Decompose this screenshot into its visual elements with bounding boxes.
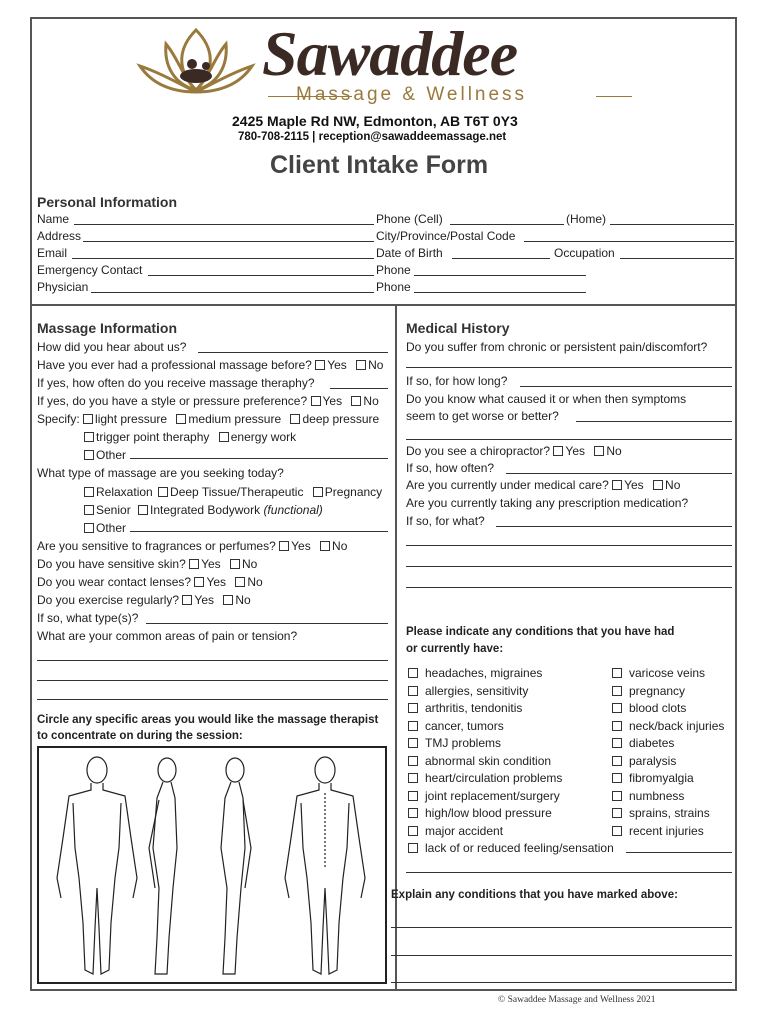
tag-rule-right xyxy=(596,96,632,97)
other-label: Other xyxy=(96,448,127,462)
pain-areas-line-2[interactable] xyxy=(37,680,388,681)
symptom-cause-field-2[interactable] xyxy=(406,439,732,440)
condition-checkbox[interactable] xyxy=(612,756,622,766)
condition-arthritis xyxy=(408,701,522,715)
condition-checkbox[interactable] xyxy=(612,721,622,731)
fragrance-question xyxy=(37,539,347,553)
pressure-other-field[interactable] xyxy=(130,458,388,459)
chiropractor-question xyxy=(406,444,622,458)
condition-checkbox[interactable] xyxy=(612,826,622,836)
condition-label: fibromyalgia xyxy=(629,771,694,785)
cell-phone-field[interactable] xyxy=(450,224,564,225)
lenses-yes-checkbox[interactable] xyxy=(194,577,204,587)
no-label: No xyxy=(235,593,251,607)
condition-checkbox[interactable] xyxy=(408,826,418,836)
fragrance-yes-checkbox[interactable] xyxy=(279,541,289,551)
prior-massage-label: Have you ever had a professional massage before? xyxy=(37,358,312,372)
condition-recent-injuries xyxy=(612,824,704,838)
condition-label: major accident xyxy=(425,824,504,838)
deep-pressure-checkbox[interactable] xyxy=(290,414,300,424)
prescription-for-field[interactable] xyxy=(496,526,732,527)
sensation-field[interactable] xyxy=(626,852,732,853)
city-label: City/Province/Postal Code xyxy=(376,229,516,243)
condition-label: varicose veins xyxy=(629,666,706,680)
pain-duration-label: If so, for how long? xyxy=(406,374,508,388)
body-chart[interactable] xyxy=(37,746,387,984)
lenses-no-checkbox[interactable] xyxy=(235,577,245,587)
address: 2425 Maple Rd NW, Edmonton, AB T6T 0Y3 xyxy=(232,113,518,129)
trigger-point-checkbox[interactable] xyxy=(84,432,94,442)
yes-label: Yes xyxy=(624,478,644,492)
condition-checkbox[interactable] xyxy=(408,773,418,783)
yes-label: Yes xyxy=(327,358,347,372)
condition-checkbox[interactable] xyxy=(408,721,418,731)
pregnancy-massage-checkbox[interactable] xyxy=(313,487,323,497)
condition-checkbox[interactable] xyxy=(408,791,418,801)
dob-label: Date of Birth xyxy=(376,246,443,260)
condition-checkbox[interactable] xyxy=(408,668,418,678)
condition-label: numbness xyxy=(629,789,685,803)
condition-pregnancy xyxy=(612,684,685,698)
condition-neck-back xyxy=(612,719,724,733)
chronic-pain-label: Do you suffer from chronic or persistent pain/discomfort? xyxy=(406,340,708,354)
name-field[interactable] xyxy=(74,224,374,225)
prescription-label: Are you currently taking any prescription medication? xyxy=(406,496,689,510)
senior-checkbox[interactable] xyxy=(84,505,94,515)
type-other-checkbox[interactable] xyxy=(84,523,94,533)
light-pressure-checkbox[interactable] xyxy=(83,414,93,424)
pressure-other-row xyxy=(84,448,126,462)
condition-tmj xyxy=(408,736,501,750)
condition-allergies xyxy=(408,684,528,698)
type-row-2 xyxy=(84,503,323,517)
specify-label: Specify: xyxy=(37,412,80,426)
integrated-bodywork-checkbox[interactable] xyxy=(138,505,148,515)
condition-accident xyxy=(408,824,503,838)
lotus-logo-icon xyxy=(136,26,256,112)
functional-note: (functional) xyxy=(263,503,323,517)
emergency-contact-field[interactable] xyxy=(148,275,374,276)
pain-areas-line-3[interactable] xyxy=(37,699,388,700)
physician-phone-label: Phone xyxy=(376,280,411,294)
contact-info: 780-708-2115 | reception@sawaddeemassage.net xyxy=(238,131,507,143)
condition-blood-pressure xyxy=(408,806,552,820)
condition-label: heart/circulation problems xyxy=(425,771,563,785)
condition-checkbox[interactable] xyxy=(612,703,622,713)
condition-sensation xyxy=(408,841,614,855)
emergency-phone-label: Phone xyxy=(376,263,411,277)
skin-yes-checkbox[interactable] xyxy=(189,559,199,569)
other-label: Other xyxy=(96,521,127,535)
exercise-yes-checkbox[interactable] xyxy=(182,595,192,605)
no-label: No xyxy=(368,358,384,372)
lenses-question xyxy=(37,575,263,589)
lenses-label: Do you wear contact lenses? xyxy=(37,575,192,589)
body-diagram-icon xyxy=(39,748,385,982)
condition-blood-clots xyxy=(612,701,686,715)
explain-line-3[interactable] xyxy=(391,982,732,983)
occupation-label: Occupation xyxy=(554,246,615,260)
physician-label: Physician xyxy=(37,280,89,294)
home-phone-field[interactable] xyxy=(610,224,734,225)
light-pressure-label: light pressure xyxy=(95,412,168,426)
circle-instruction-2: to concentrate on during the session: xyxy=(37,730,243,742)
physician-phone-field[interactable] xyxy=(414,292,586,293)
exercise-label: Do you exercise regularly? xyxy=(37,593,180,607)
condition-checkbox[interactable] xyxy=(612,738,622,748)
frequency-label: If yes, how often do you receive massage theraphy? xyxy=(37,376,315,390)
home-phone-label: (Home) xyxy=(566,212,607,226)
relaxation-label: Relaxation xyxy=(96,485,153,499)
condition-paralysis xyxy=(612,754,676,768)
condition-label: neck/back injuries xyxy=(629,719,725,733)
condition-label: diabetes xyxy=(629,736,675,750)
chiropractor-no-checkbox[interactable] xyxy=(594,446,604,456)
condition-checkbox[interactable] xyxy=(408,756,418,766)
trigger-point-label: trigger point theraphy xyxy=(96,430,210,444)
energy-work-checkbox[interactable] xyxy=(219,432,229,442)
emergency-contact-label: Emergency Contact xyxy=(37,263,143,277)
medical-care-label: Are you currently under medical care? xyxy=(406,478,609,492)
condition-checkbox[interactable] xyxy=(612,791,622,801)
pressure-preference-label: If yes, do you have a style or pressure preference? xyxy=(37,394,308,408)
emergency-phone-field[interactable] xyxy=(414,275,586,276)
pregnancy-massage-label: Pregnancy xyxy=(324,485,383,499)
column-divider xyxy=(395,304,397,991)
circle-instruction-1: Circle any specific areas you would like the massage therapist xyxy=(37,714,379,726)
symptom-cause-field-1[interactable] xyxy=(576,421,732,422)
medium-pressure-label: medium pressure xyxy=(188,412,282,426)
medical-heading: Medical History xyxy=(406,320,510,336)
conditions-heading-2: or currently have: xyxy=(406,643,504,655)
pressure-other-checkbox[interactable] xyxy=(84,450,94,460)
prescription-for-label: If so, for what? xyxy=(406,514,485,528)
chronic-pain-field[interactable] xyxy=(406,367,732,368)
no-label: No xyxy=(332,539,348,553)
yes-label: Yes xyxy=(565,444,585,458)
symptom-cause-label-1: Do you know what caused it or when then symptoms xyxy=(406,392,687,406)
condition-checkbox[interactable] xyxy=(408,808,418,818)
deep-tissue-label: Deep Tissue/Therapeutic xyxy=(170,485,304,499)
condition-diabetes xyxy=(612,736,674,750)
address-label: Address xyxy=(37,229,82,243)
brand-tagline: Massage & Wellness xyxy=(296,84,528,105)
condition-label: arthritis, tendonitis xyxy=(425,701,523,715)
relaxation-checkbox[interactable] xyxy=(84,487,94,497)
medium-pressure-checkbox[interactable] xyxy=(176,414,186,424)
massage-type-label: What type of massage are you seeking today? xyxy=(37,466,284,480)
condition-label: recent injuries xyxy=(629,824,704,838)
no-label: No xyxy=(665,478,681,492)
fragrance-no-checkbox[interactable] xyxy=(320,541,330,551)
condition-checkbox[interactable] xyxy=(612,808,622,818)
form-title: Client Intake Form xyxy=(270,151,489,179)
condition-label: allergies, sensitivity xyxy=(425,684,529,698)
no-label: No xyxy=(363,394,379,408)
no-label: No xyxy=(606,444,622,458)
exercise-no-checkbox[interactable] xyxy=(223,595,233,605)
condition-checkbox[interactable] xyxy=(408,843,418,853)
fragrance-label: Are you sensitive to fragrances or perfumes? xyxy=(37,539,276,553)
occupation-field[interactable] xyxy=(620,258,734,259)
medical-care-no-checkbox[interactable] xyxy=(653,480,663,490)
condition-label: pregnancy xyxy=(629,684,686,698)
explain-line-1[interactable] xyxy=(391,927,732,928)
no-label: No xyxy=(247,575,263,589)
condition-cancer xyxy=(408,719,504,733)
condition-checkbox[interactable] xyxy=(408,738,418,748)
prescription-line-2[interactable] xyxy=(406,545,732,546)
type-other-row xyxy=(84,521,126,535)
yes-label: Yes xyxy=(201,557,221,571)
condition-label: sprains, strains xyxy=(629,806,710,820)
condition-label: headaches, migraines xyxy=(425,666,543,680)
massage-heading: Massage Information xyxy=(37,320,178,336)
yes-label: Yes xyxy=(194,593,214,607)
medical-care-yes-checkbox[interactable] xyxy=(612,480,622,490)
deep-tissue-checkbox[interactable] xyxy=(158,487,168,497)
skin-label: Do you have sensitive skin? xyxy=(37,557,186,571)
condition-fibromyalgia xyxy=(612,771,694,785)
personal-heading: Personal Information xyxy=(37,194,178,210)
symptom-cause-label-2: seem to get worse or better? xyxy=(406,409,559,423)
prescription-line-3[interactable] xyxy=(406,566,732,567)
condition-label: joint replacement/surgery xyxy=(425,789,560,803)
no-label: No xyxy=(242,557,258,571)
email-field[interactable] xyxy=(72,258,374,259)
condition-label: cancer, tumors xyxy=(425,719,504,733)
condition-checkbox[interactable] xyxy=(408,703,418,713)
frequency-field[interactable] xyxy=(330,388,388,389)
exercise-type-label: If so, what type(s)? xyxy=(37,611,139,625)
pain-duration-field[interactable] xyxy=(520,386,732,387)
condition-checkbox[interactable] xyxy=(612,686,622,696)
deep-pressure-label: deep pressure xyxy=(302,412,380,426)
explain-line-2[interactable] xyxy=(391,955,732,956)
chiro-frequency-label: If so, how often? xyxy=(406,461,495,475)
email-label: Email xyxy=(37,246,68,260)
physician-field[interactable] xyxy=(91,292,374,293)
condition-label: abnormal skin condition xyxy=(425,754,552,768)
skin-no-checkbox[interactable] xyxy=(230,559,240,569)
condition-label: lack of or reduced feeling/sensation xyxy=(425,841,614,855)
explain-heading: Explain any conditions that you have marked above: xyxy=(391,889,678,901)
exercise-question xyxy=(37,593,251,607)
copyright: © Sawaddee Massage and Wellness 2021 xyxy=(498,995,656,1005)
cell-phone-label: Phone (Cell) xyxy=(376,212,443,226)
chiropractor-yes-checkbox[interactable] xyxy=(553,446,563,456)
chiropractor-label: Do you see a chiropractor? xyxy=(406,444,551,458)
type-row-1 xyxy=(84,485,382,499)
brand-name: Sawaddee xyxy=(262,18,518,89)
conditions-heading-1: Please indicate any conditions that you have had xyxy=(406,626,675,638)
hear-about-label: How did you hear about us? xyxy=(37,340,187,354)
type-other-field[interactable] xyxy=(130,531,388,532)
condition-checkbox[interactable] xyxy=(612,773,622,783)
prior-massage-no-checkbox[interactable] xyxy=(356,360,366,370)
hear-about-field[interactable] xyxy=(198,352,388,353)
address-field[interactable] xyxy=(83,241,374,242)
senior-label: Senior xyxy=(96,503,131,517)
prior-massage-question xyxy=(37,358,383,372)
condition-checkbox[interactable] xyxy=(612,668,622,678)
energy-work-label: energy work xyxy=(230,430,297,444)
condition-varicose xyxy=(612,666,705,680)
prescription-line-4[interactable] xyxy=(406,587,732,588)
chiro-frequency-field[interactable] xyxy=(506,473,732,474)
pressure-no-checkbox[interactable] xyxy=(351,396,361,406)
condition-headaches xyxy=(408,666,542,680)
condition-numbness xyxy=(612,789,684,803)
condition-skin xyxy=(408,754,551,768)
condition-label: blood clots xyxy=(629,701,687,715)
section-divider xyxy=(30,304,737,306)
pressure-yes-checkbox[interactable] xyxy=(311,396,321,406)
pain-areas-label: What are your common areas of pain or tension? xyxy=(37,629,298,643)
yes-label: Yes xyxy=(322,394,343,408)
condition-sprains xyxy=(612,806,710,820)
yes-label: Yes xyxy=(291,539,311,553)
pain-areas-line-1[interactable] xyxy=(37,660,388,661)
dob-field[interactable] xyxy=(452,258,550,259)
integrated-bodywork-label: Integrated Bodywork xyxy=(150,503,261,517)
yes-label: Yes xyxy=(206,575,227,589)
pressure-preference-question xyxy=(37,394,379,408)
specify-row xyxy=(37,412,379,426)
condition-label: high/low blood pressure xyxy=(425,806,552,820)
medical-care-question xyxy=(406,478,680,492)
name-label: Name xyxy=(37,212,70,226)
condition-joint xyxy=(408,789,560,803)
skin-question xyxy=(37,557,257,571)
conditions-extra-line[interactable] xyxy=(406,872,732,873)
city-field[interactable] xyxy=(524,241,734,242)
prior-massage-yes-checkbox[interactable] xyxy=(315,360,325,370)
condition-label: TMJ problems xyxy=(425,736,502,750)
condition-label: paralysis xyxy=(629,754,677,768)
exercise-type-field[interactable] xyxy=(146,623,388,624)
condition-heart xyxy=(408,771,562,785)
condition-checkbox[interactable] xyxy=(408,686,418,696)
trigger-row xyxy=(84,430,296,444)
